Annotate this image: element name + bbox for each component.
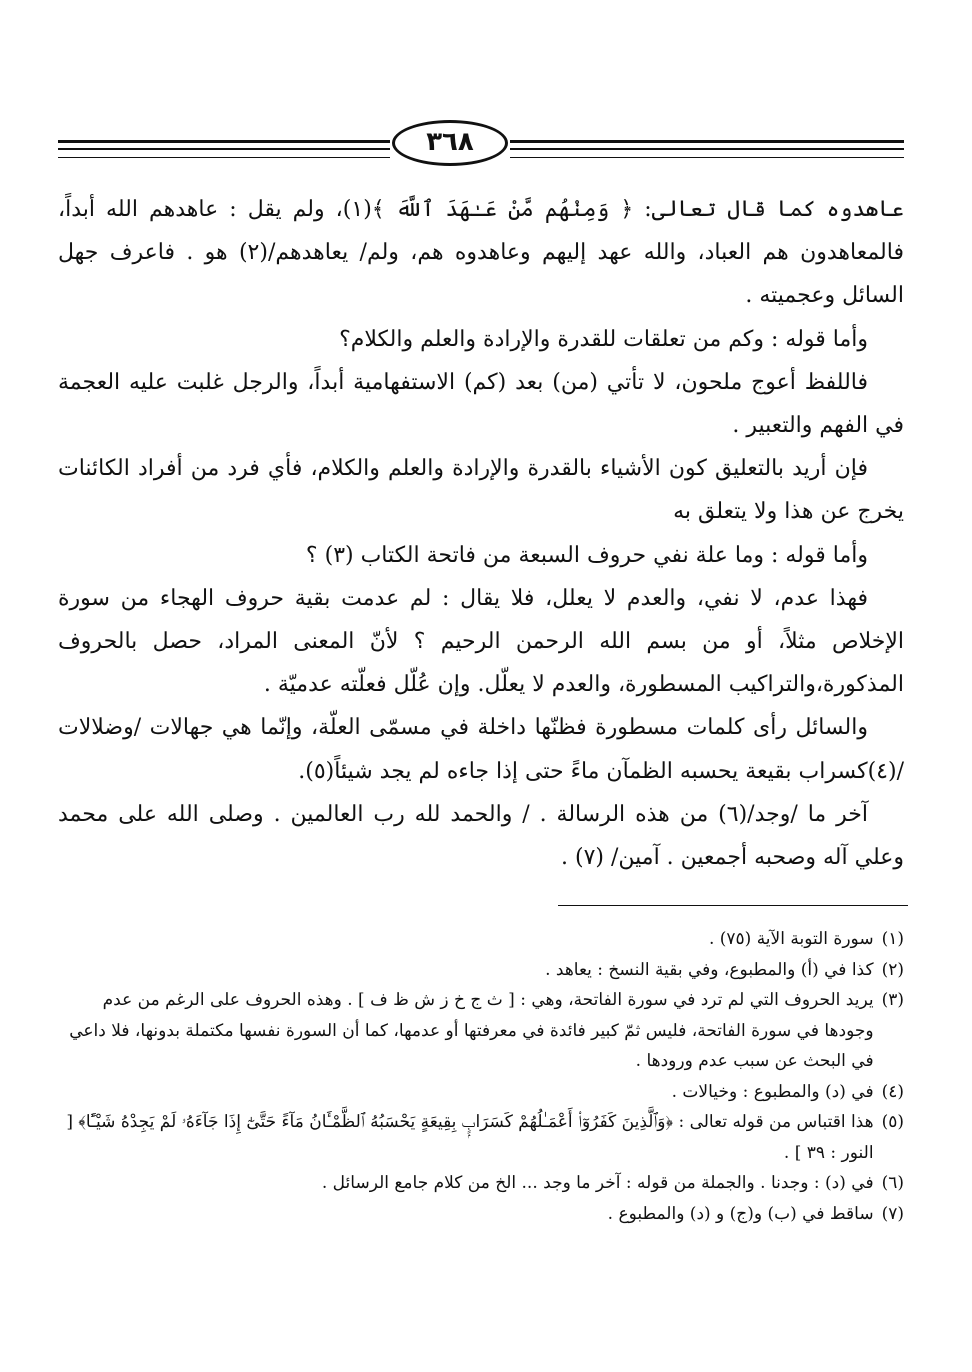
footnote <box>58 1107 904 1168</box>
footnote-text: ساقط في (ب) و(ج) و (د) والمطبوع . <box>607 1203 874 1224</box>
footnotes <box>58 924 904 1229</box>
footnote-text: سورة التوبة الآية (٧٥) . <box>708 929 874 949</box>
footnote-text: كذا في (أ) والمطبوع، وفي بقية النسخ : يعاهد . <box>545 959 874 980</box>
footnote <box>58 924 904 955</box>
paragraph: آخر ما /وجد/(٦) من هذه الرسالة . / والحمد لله رب العالمين . وصلى الله على محمد وعلي آله وصحبه أجمعين . آمين/ (٧) . <box>58 801 904 871</box>
paragraph: فاللفظ أعوج ملحون، لا تأتي (من) بعد (كم) الاستفهامية أبداً، والرجل غلبت عليه العجمة في الفهم والتعبير . <box>58 369 904 439</box>
footnote-number: (٤) <box>881 1081 904 1102</box>
footnote-text: يريد الحروف التي لم ترد في سورة الفاتحة، وهي : [ ث ج خ ز ش ظ ف ] . وهذه الحروف على الرغم من عدم وجودها في سورة الفاتحة، فليس ثمّ كبير فائدة في معرفتها أو عدمها، كما أن السورة نفسها مكتملة بدونها، فلا داعي في البحث عن سبب عدم ورودها . <box>69 990 874 1071</box>
footnote-number: (٦) <box>881 1173 904 1193</box>
page-number: ٣٦٨ <box>392 120 508 166</box>
footnote-text: هذا اقتباس من قوله تعالى : ﴿وَٱلَّذِينَ كَفَرُوٓا۟ أَعْمَـٰلُهُمْ كَسَرَابٍۭ بِقِيعَةٍ يَحْسَبُهُ ٱلظَّمْـَٔانُ مَآءً حَتَّىٰٓ إِذَا جَآءَهُۥ لَمْ يَجِدْهُ شَيْـًٔا﴾ [ النور : ٣٩ ] . <box>66 1112 874 1163</box>
footnote <box>58 955 904 986</box>
footnote <box>58 1168 904 1199</box>
page-header <box>58 118 904 174</box>
paragraph: عاهدوه كما قال تعالى: ﴿ وَمِنْهُم مَّنْ عَـٰهَدَ ٱللَّهَ ﴾(١)، ولم يقل : عاهدهم الله أبداً، فالمعاهدون هم العباد، والله عهد إليهم وعاهدوه هم، ولم/ يعاهدهم/(٢) هو . فاعرف جهل السائل وعجميته . <box>58 197 904 309</box>
paragraph: فهذا عدم، لا نفي، والعدم لا يعلل، فلا يقال : لم عدمت بقية حروف الهجاء من سورة الإخلاص مثلاً، أو من بسم الله الرحمن الرحيم ؟ لأنّ المعنى المراد، حصل بالحروف المذكورة،والتراكيب المسطورة، والعدم لا يعلّل. وإن عُلّل فعلّته عدميّة . <box>58 585 904 698</box>
header-rule-right <box>510 140 904 158</box>
footnote-number: (١) <box>881 929 904 949</box>
footnote-separator <box>558 905 908 906</box>
footnote-number: (٥) <box>881 1112 904 1132</box>
footnote-number: (٧) <box>881 1203 904 1224</box>
footnote <box>58 1077 904 1108</box>
footnote-number: (٢) <box>881 959 904 980</box>
paragraph: فإن أريد بالتعليق كون الأشياء بالقدرة والإرادة والعلم والكلام، فأي فرد من أفراد الكائنات يخرج عن هذا ولا يتعلق به <box>58 456 904 525</box>
footnote-number: (٣) <box>881 990 904 1010</box>
footnote-text: في (د) والمطبوع : وخيالات . <box>671 1081 874 1102</box>
main-text <box>58 188 904 879</box>
header-rule-left <box>58 140 390 158</box>
paragraph: والسائل رأى كلمات مسطورة فظنّها داخلة في مسمّى العلّة، وإنّما هي جهالات /وضلالات /(٤)كسراب بقيعة يحسبه الظمآن ماءً حتى إذا جاءه لم يجد شيئاً(٥). <box>58 715 904 784</box>
paragraph: وأما قوله : وما علة نفي حروف السبعة من فاتحة الكتاب (٣) ؟ <box>305 542 868 568</box>
footnote <box>58 1199 904 1230</box>
footnote <box>58 985 904 1077</box>
footnote-text: في (د) : وجدنا . والجملة من قوله : آخر ما وجد ... الخ من كلام جامع الرسائل . <box>321 1173 874 1193</box>
paragraph: وأما قوله : وكم من تعلقات للقدرة والإرادة والعلم والكلام؟ <box>339 326 868 352</box>
